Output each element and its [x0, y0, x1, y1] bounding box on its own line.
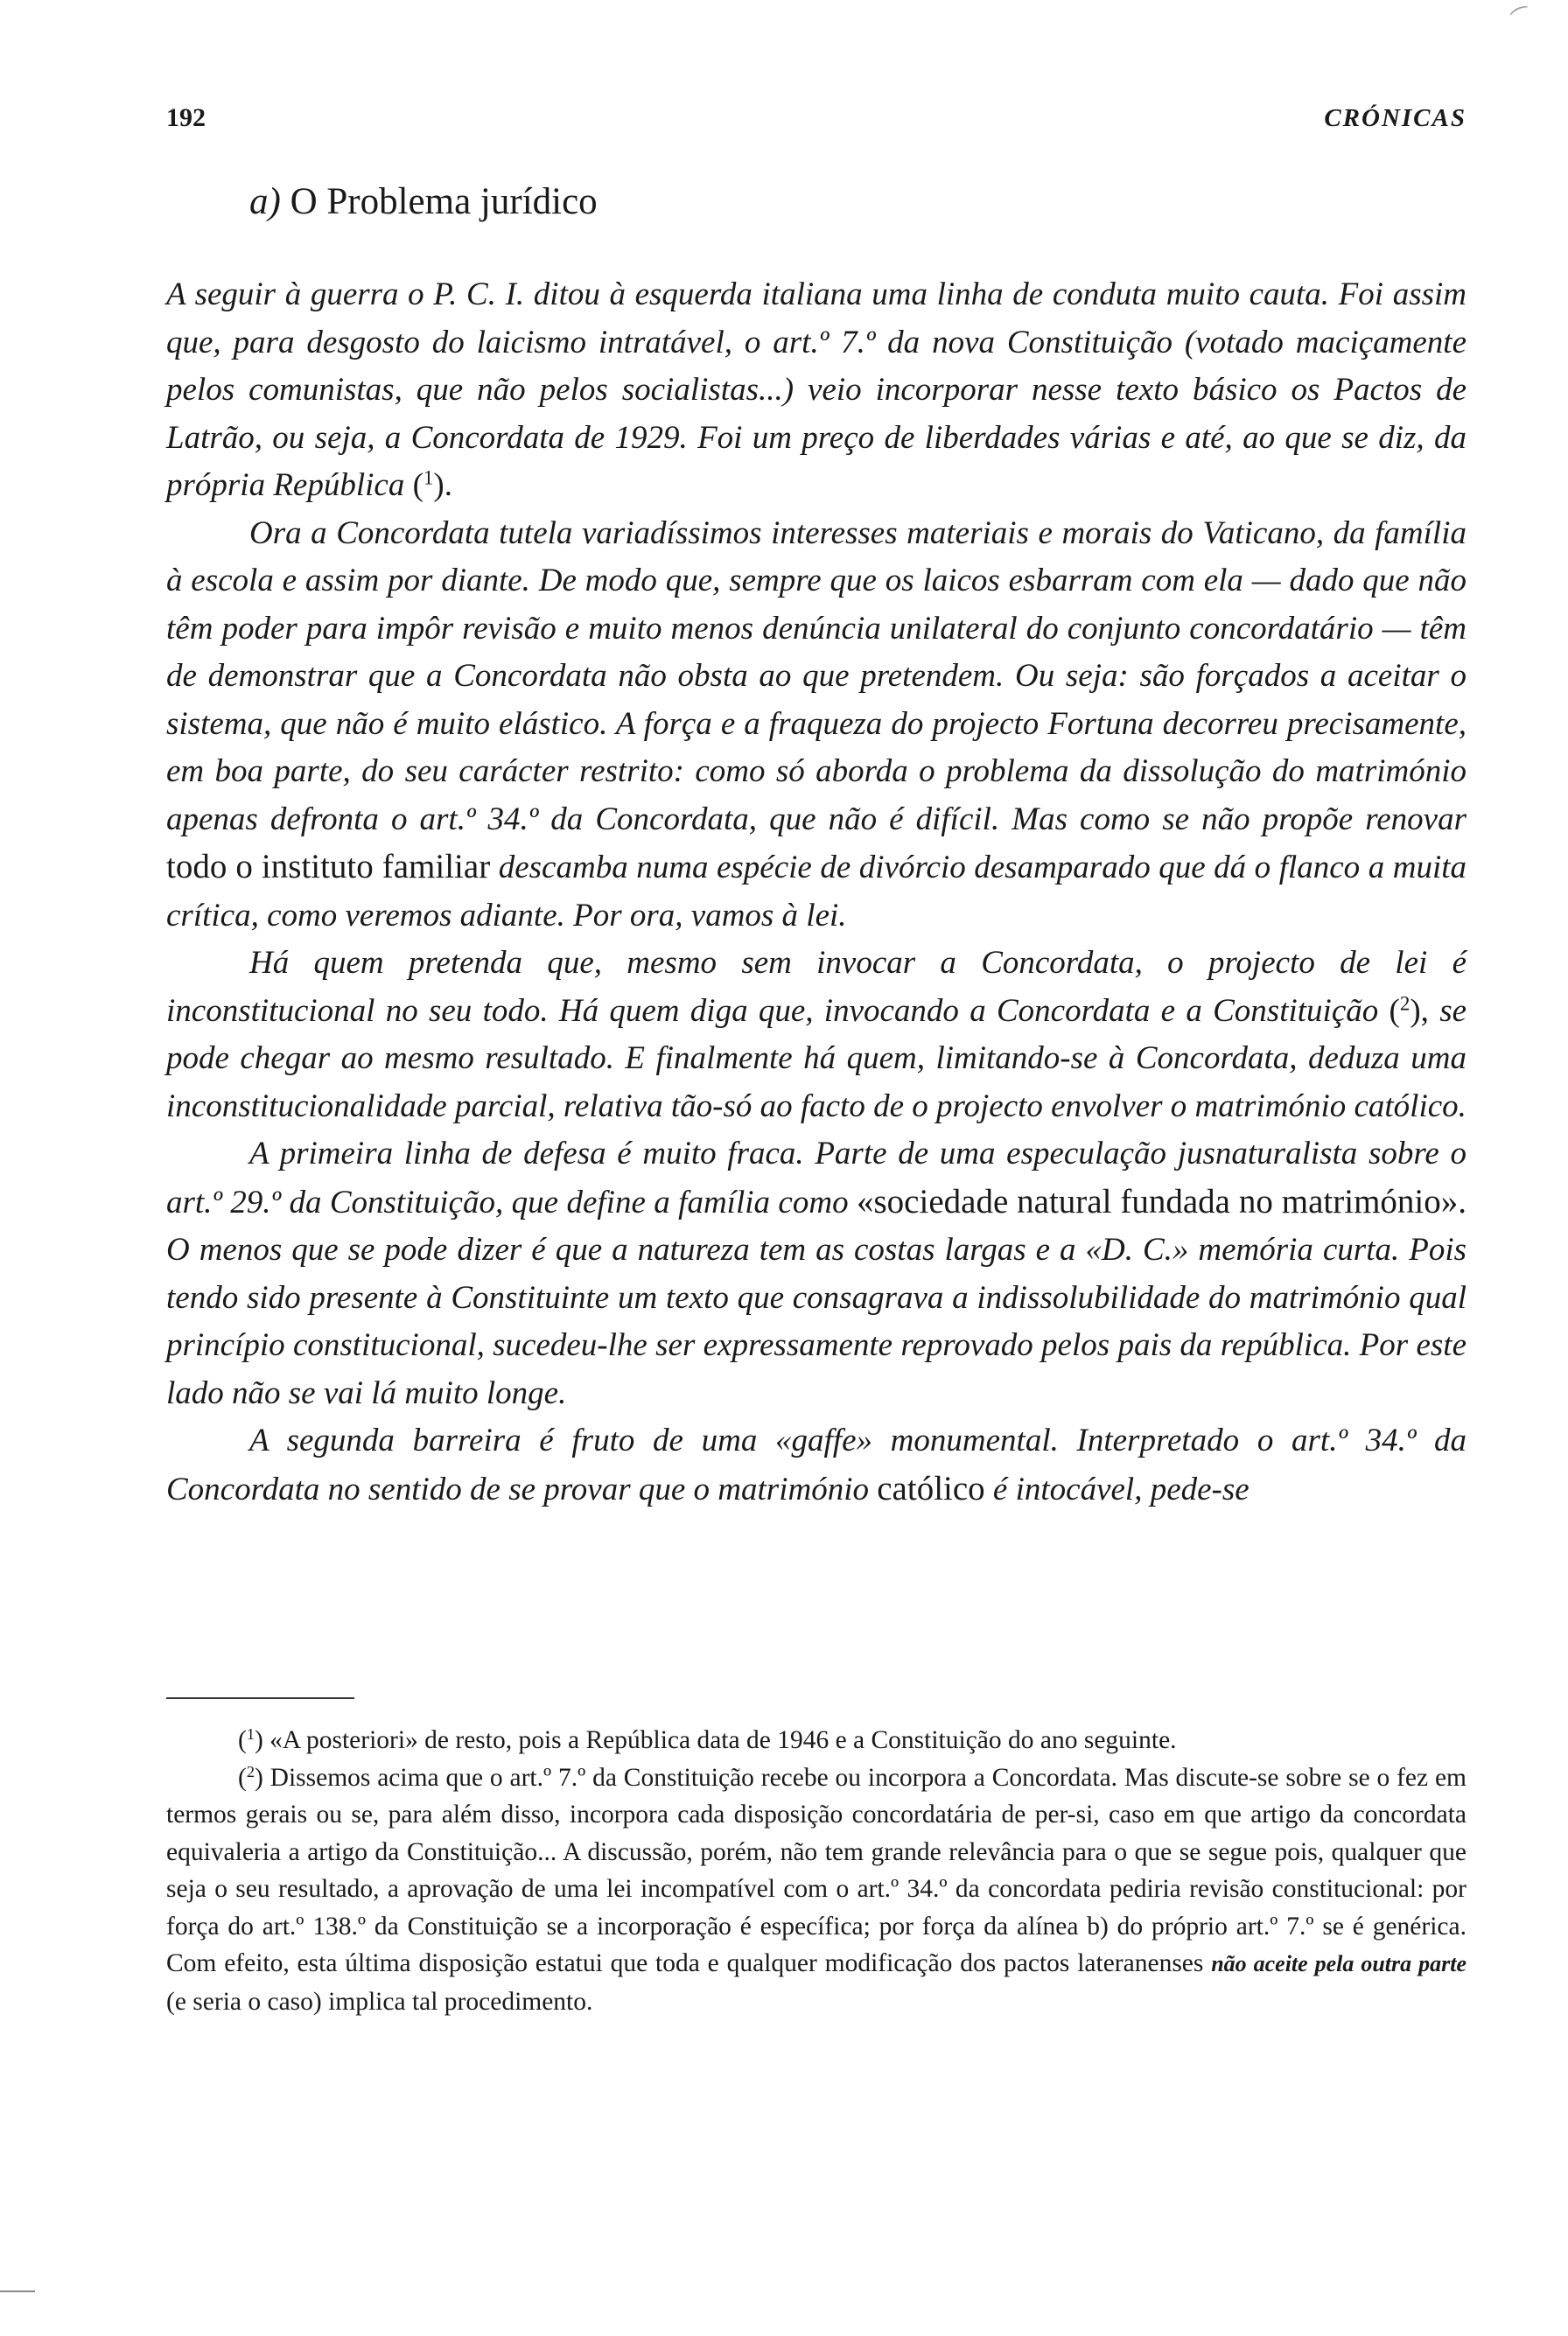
section-title-text: O Problema jurídico	[290, 181, 598, 222]
page-number: 192	[166, 103, 206, 132]
paragraph-4-roman: «sociedade natural fundada no matrimónio».	[857, 1182, 1466, 1220]
ref-num: 1	[423, 466, 434, 489]
fn-open: (	[238, 1763, 247, 1792]
ref-num: 2	[1399, 991, 1410, 1014]
paragraph-3	[166, 940, 1466, 1130]
ref-open: (	[412, 467, 424, 503]
paragraph-2	[166, 510, 1466, 941]
paragraph-2-roman: todo o instituto familiar	[166, 848, 491, 885]
footnotes	[166, 1722, 1466, 2020]
footnote-2-emphasis: não aceite pela outra parte	[1211, 1951, 1466, 1976]
paragraph-5-text-b: é intocável, pede-se	[992, 1471, 1250, 1507]
paragraph-5-text-a: A segunda barreira é fruto de uma «gaffe» monumental. Interpretado o art.º 34.º da Concordata no sentido de se provar que o matrimónio	[166, 1423, 1466, 1507]
paragraph-5	[166, 1417, 1466, 1514]
footnote-rule	[166, 1697, 354, 1699]
fn-num: 2	[246, 1762, 255, 1780]
fn-num: 1	[246, 1724, 255, 1743]
fn-open: (	[238, 1726, 247, 1754]
paragraph-1-text: A seguir à guerra o P. C. I. ditou à esquerda italiana uma linha de conduta muito cauta. Foi assim que, para desgosto do laicismo intratável, o art.º 7.º da nova Constituição (votado maciçamente pelos comunistas, que não pelos socialistas...) veio incorporar nesse texto básico os Pactos de Latrão, ou seja, a Concordata de 1929. Foi um preço de liberdades várias e até, ao que se diz, da própria República	[166, 276, 1466, 503]
section-label: a)	[249, 181, 281, 222]
body-text	[166, 271, 1466, 1514]
footnote-ref-2	[1390, 993, 1429, 1029]
footnote-1	[166, 1722, 1466, 1759]
paragraph-2-text-a: Ora a Concordata tutela variadíssimos interesses materiais e morais do Vaticano, da família à escola e assim por diante. De modo que, sempre que os laicos esbarram com ela — dado que não têm poder para impôr revisão e muito menos denúncia unilateral do conjunto concordatário — têm de demonstrar que a Concordata não obsta ao que pretendem. Ou seja: são forçados a aceitar o sistema, que não é muito elástico. A força e a fraqueza do projecto Fortuna decorreu precisamente, em boa parte, do seu carácter restrito: como só aborda o problema da dissolução do matrimónio apenas defronta o art.º 34.º da Concordata, que não é difícil. Mas como se não propõe renovar	[166, 514, 1466, 837]
paragraph-4-text-b: O menos que se pode dizer é que a natureza tem as costas largas e a «D. C.» memória curta. Pois tendo sido presente à Constituinte um texto que consagrava a indissolubilidade do matrimónio qual princípio constitucional, sucedeu-lhe ser expressamente reprovado pelos pais da república. Por este lado não se vai lá muito longe.	[166, 1232, 1466, 1411]
paragraph-4-text-a: A primeira linha de defesa é muito fraca. Parte de uma especulação jusnaturalista sobre o art.º 29.º da Constituição, que define a família como	[166, 1136, 1466, 1220]
paragraph-5-roman: católico	[877, 1469, 985, 1507]
fn-close: )	[254, 1726, 263, 1754]
footnote-2-text: Dissemos acima que o art.º 7.º da Constituição recebe ou incorpora a Concordata. Mas discute-se sobre se o fez em termos gerais ou se, para além disso, incorpora cada disposição concordatária de per-si, caso em que artigo da concordata equivaleria a artigo da Constituição... A discussão, porém, não tem grande relevância para o que se segue pois, qualquer que seja o seu resultado, a aprovação de uma lei incompatível com o art.º 34.º da concordata pediria revisão constitucional: por força do art.º 138.º da Constituição se a incorporação é específica; por força da alínea b) do próprio art.º 7.º se é genérica. Com efeito, esta última disposição estatui que toda e qualquer modificação dos pactos lateranenses	[166, 1763, 1466, 1977]
fn-close: )	[254, 1763, 263, 1792]
paragraph-3-text-a: Há quem pretenda que, mesmo sem invocar a Concordata, o projecto de lei é inconstitucional no seu todo. Há quem diga que, invocando a Concordata e a Constituição	[166, 945, 1466, 1029]
paragraph-4	[166, 1130, 1466, 1417]
footnote-2-text-end: (e seria o caso) implica tal procedimento.	[166, 1987, 593, 2016]
page-header	[166, 103, 1466, 133]
scan-mark: ⁀	[1510, 6, 1536, 34]
section-title	[249, 179, 598, 225]
running-head: CRÓNICAS	[1324, 104, 1466, 132]
ref-open: (	[1389, 992, 1400, 1029]
footnote-ref-1	[413, 467, 452, 503]
footnote-1-text: «A posteriori» de resto, pois a República data de 1946 e a Constituição do ano seguinte.	[270, 1726, 1177, 1754]
paragraph-1	[166, 271, 1466, 510]
ref-close: ),	[1410, 992, 1429, 1029]
scan-edge-mark	[0, 2291, 35, 2292]
ref-close: ).	[433, 467, 452, 503]
paragraph-2-text-b: descamba numa espécie de divórcio desamparado que dá o flanco a muita crítica, como veremos adiante. Por ora, vamos à lei.	[166, 850, 1467, 934]
footnote-2	[166, 1759, 1466, 2021]
paragraph-3-text-b: se pode chegar ao mesmo resultado. E finalmente há quem, limitando-se à Concordata, deduza uma inconstitucionalidade parcial, relativa tão-só ao facto de o projecto envolver o matrimónio católico.	[166, 992, 1467, 1124]
